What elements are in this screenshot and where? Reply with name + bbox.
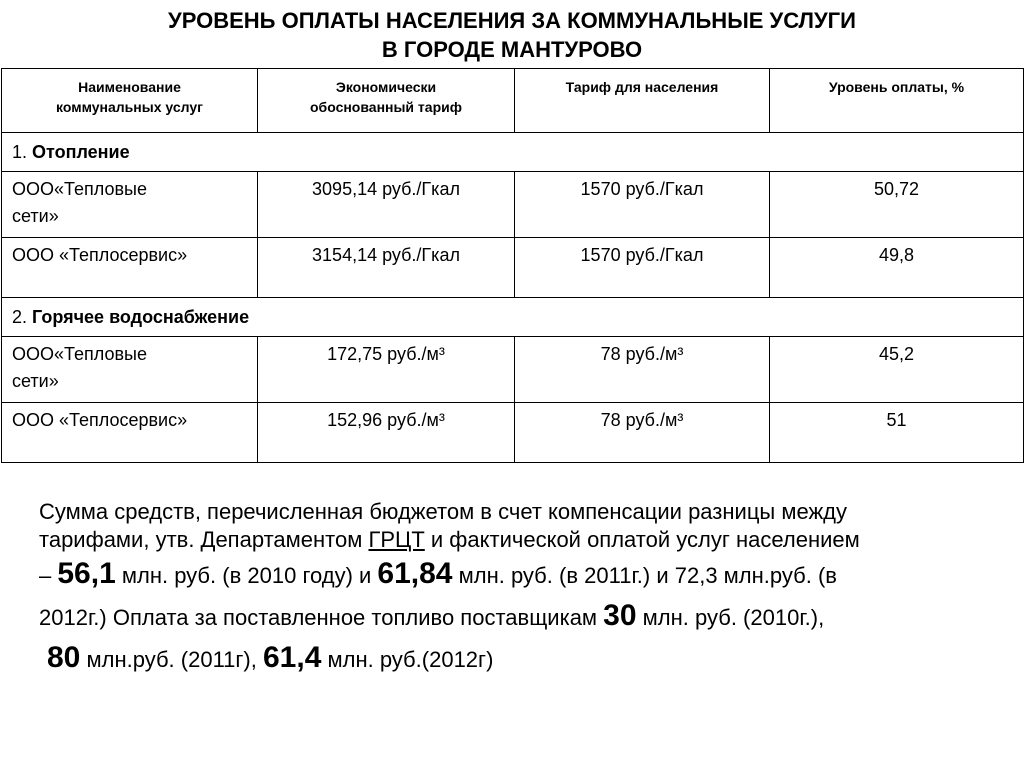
paragraph-line-3: – 56,1 млн. руб. (в 2010 году) и 61,84 млн. руб. (в 2011г.) и 72,3 млн.руб. (в — [39, 557, 837, 590]
cell-population-tariff: 1570 руб./Гкал — [515, 238, 770, 298]
grct-abbreviation: ГРЦТ — [368, 527, 425, 552]
title-line-1: УРОВЕНЬ ОПЛАТЫ НАСЕЛЕНИЯ ЗА КОММУНАЛЬНЫЕ УСЛУГИ — [168, 8, 856, 33]
table-row — [2, 337, 1024, 403]
page-title — [0, 6, 1024, 64]
section-row-hot-water: 2. Горячее водоснабжение — [2, 298, 1024, 337]
table-row — [2, 403, 1024, 463]
fuel-amount-2011: 80 — [47, 641, 81, 674]
compensation-paragraph — [39, 498, 999, 680]
title-line-2: В ГОРОДЕ МАНТУРОВО — [381, 37, 643, 62]
table-row — [2, 238, 1024, 298]
cell-econ-tariff: 3095,14 руб./Гкал — [258, 172, 515, 238]
cell-population-tariff: 78 руб./м³ — [515, 337, 770, 403]
cell-population-tariff: 78 руб./м³ — [515, 403, 770, 463]
cell-service-name: ООО«Тепловые сети» — [2, 172, 258, 238]
table-header-row — [2, 69, 1024, 133]
cell-econ-tariff: 152,96 руб./м³ — [258, 403, 515, 463]
header-service-name: Наименование коммунальных услуг — [2, 69, 258, 133]
cell-service-name: ООО «Теплосервис» — [2, 403, 258, 463]
paragraph-line-1: Сумма средств, перечисленная бюджетом в счет компенсации разницы между — [39, 499, 848, 524]
paragraph-line-4: 2012г.) Оплата за поставленное топливо поставщикам 30 млн. руб. (2010г.), — [39, 599, 825, 632]
amount-2010: 56,1 — [57, 557, 116, 590]
fuel-amount-2012: 61,4 — [262, 641, 322, 674]
amount-2011: 61,84 — [377, 557, 453, 590]
section-row-heating: 1. Отопление — [2, 133, 1024, 172]
header-econ-tariff: Экономически обоснованный тариф — [258, 69, 515, 133]
header-payment-level: Уровень оплаты, % — [770, 69, 1024, 133]
section-title: Отопление — [32, 141, 130, 162]
cell-payment-level: 45,2 — [770, 337, 1024, 403]
cell-payment-level: 50,72 — [770, 172, 1024, 238]
fuel-amount-2010: 30 — [603, 599, 637, 632]
header-population-tariff: Тариф для населения — [515, 69, 770, 133]
paragraph-line-5: 80 млн.руб. (2011г), 61,4 млн. руб.(2012г) — [47, 641, 494, 674]
tariff-table — [1, 68, 1024, 463]
cell-econ-tariff: 3154,14 руб./Гкал — [258, 238, 515, 298]
cell-population-tariff: 1570 руб./Гкал — [515, 172, 770, 238]
cell-payment-level: 49,8 — [770, 238, 1024, 298]
paragraph-line-2: тарифами, утв. Департаментом ГРЦТ и фактической оплатой услуг населением — [39, 527, 860, 552]
section-title: Горячее водоснабжение — [32, 306, 250, 327]
cell-payment-level: 51 — [770, 403, 1024, 463]
cell-econ-tariff: 172,75 руб./м³ — [258, 337, 515, 403]
cell-service-name: ООО«Тепловые сети» — [2, 337, 258, 403]
table-row — [2, 172, 1024, 238]
cell-service-name: ООО «Теплосервис» — [2, 238, 258, 298]
